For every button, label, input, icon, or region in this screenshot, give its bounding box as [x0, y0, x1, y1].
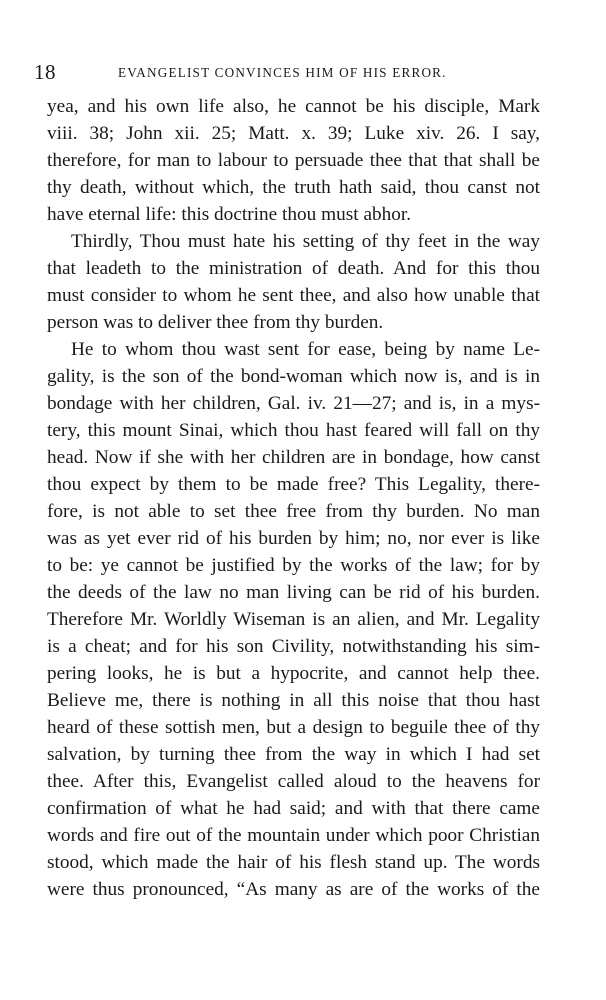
text-line: Therefore Mr. Worldly Wiseman is an alien, and Mr. Legality [47, 609, 540, 630]
text-line: the deeds of the law no man living can be rid of his burden. [47, 582, 540, 603]
text-line: to be: ye cannot be justified by the works of the law; for by [47, 555, 540, 576]
page-header [34, 60, 560, 90]
text-line: therefore, for man to labour to persuade thee that that shall be [47, 150, 540, 171]
text-line: is a cheat; and for his son Civility, notwithstanding his sim- [47, 636, 540, 657]
text-line: tery, this mount Sinai, which thou hast feared will fall on thy [47, 420, 540, 441]
text-line: thou expect by them to be made free? This Legality, there- [47, 474, 540, 495]
text-line: that leadeth to the ministration of death. And for this thou [47, 258, 540, 279]
text-line: heard of these sottish men, but a design to beguile thee of thy [47, 717, 540, 738]
text-line: yea, and his own life also, he cannot be his disciple, Mark [47, 96, 540, 117]
text-line: pering looks, he is but a hypocrite, and cannot help thee. [47, 663, 540, 684]
text-line: bondage with her children, Gal. iv. 21—27; and is, in a mys- [47, 393, 540, 414]
text-line: Believe me, there is nothing in all this noise that thou hast [47, 690, 540, 711]
text-line: words and fire out of the mountain under which poor Christian [47, 825, 540, 846]
text-line: head. Now if she with her children are in bondage, how canst [47, 447, 540, 468]
text-line: thy death, without which, the truth hath said, thou canst not [47, 177, 540, 198]
text-line: Thirdly, Thou must hate his setting of thy feet in the way [71, 231, 540, 252]
text-line: were thus pronounced, “As many as are of the works of the [47, 879, 540, 900]
text-line: salvation, by turning thee from the way in which I had set [47, 744, 540, 765]
text-line: fore, is not able to set thee free from thy burden. No man [47, 501, 540, 522]
text-line: thee. After this, Evangelist called aloud to the heavens for [47, 771, 540, 792]
page-number: 18 [34, 60, 56, 84]
text-line: confirmation of what he had said; and with that there came [47, 798, 540, 819]
text-line: must consider to whom he sent thee, and also how unable that [47, 285, 540, 306]
text-line: He to whom thou wast sent for ease, being by name Le- [71, 339, 540, 360]
text-line: was as yet ever rid of his burden by him; no, nor ever is like [47, 528, 540, 549]
text-line: person was to deliver thee from thy burden. [47, 312, 384, 333]
running-head: EVANGELIST CONVINCES HIM OF HIS ERROR. [118, 65, 447, 80]
text-line: have eternal life: this doctrine thou must abhor. [47, 204, 412, 225]
text-line: stood, which made the hair of his flesh stand up. The words [47, 852, 540, 873]
text-line: gality, is the son of the bond-woman which now is, and is in [47, 366, 540, 387]
text-line: viii. 38; John xii. 25; Matt. x. 39; Luke xiv. 26. I say, [47, 123, 540, 144]
